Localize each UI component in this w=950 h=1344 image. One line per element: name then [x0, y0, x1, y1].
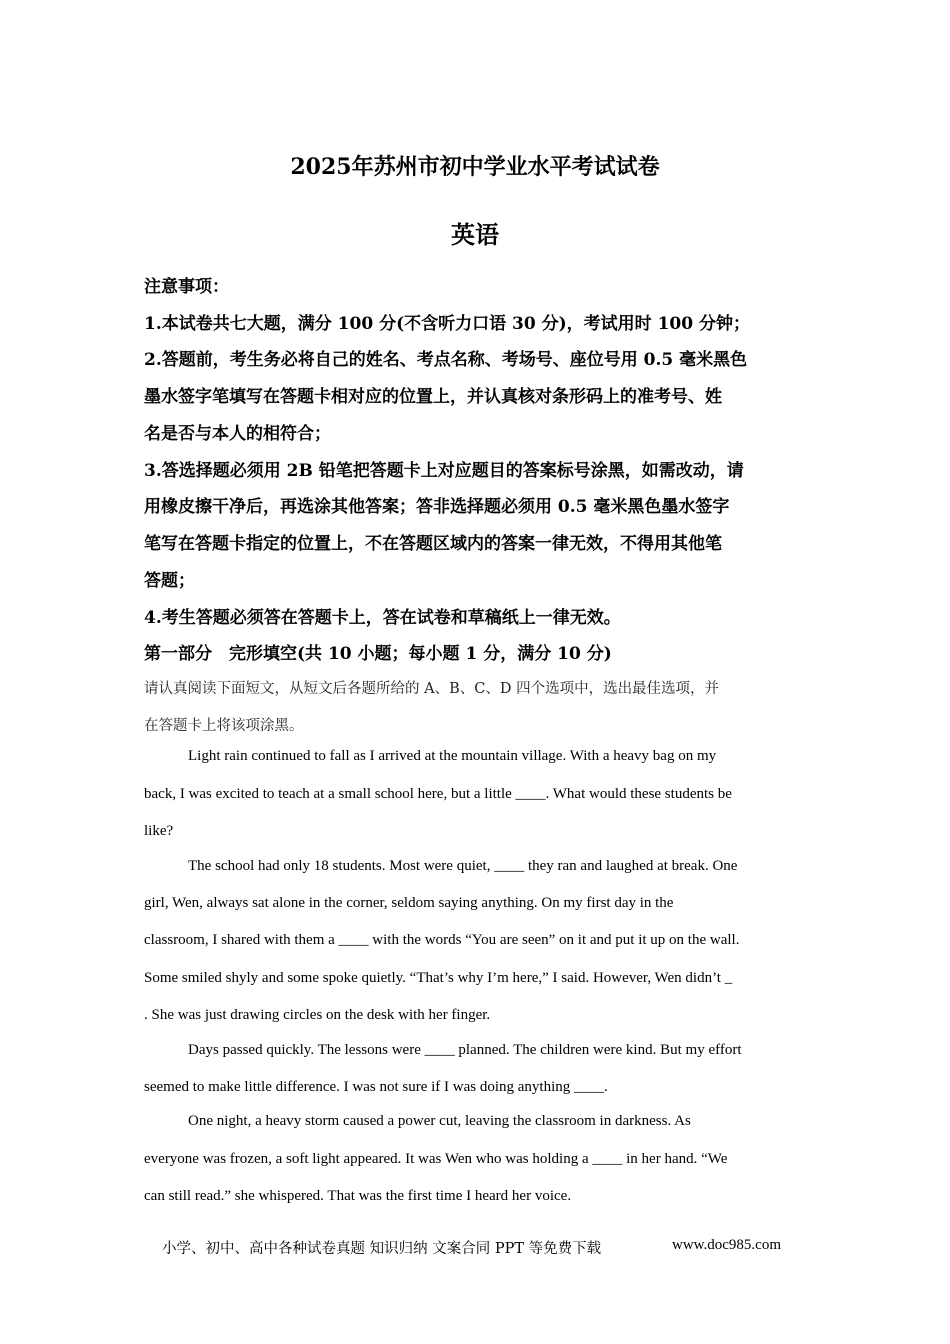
passage-line: Days passed quickly. The lessons were ____ planned. The children were kind. But my effort	[188, 1042, 742, 1058]
notice-line: 答题；	[144, 571, 195, 591]
passage-line: like?	[144, 823, 174, 839]
notice-line: 4.考生答题必须答在答题卡上，答在试卷和草稿纸上一律无效。	[144, 608, 621, 628]
notice-heading: 注意事项：	[144, 277, 229, 297]
part-one-heading: 第一部分 完形填空(共 10 小题；每小题 1 分，满分 10 分)	[144, 644, 612, 664]
notice-line: 用橡皮擦干净后，再选涂其他答案；答非选择题必须用 0.5 毫米黑色墨水签字	[144, 497, 730, 517]
passage-line: seemed to make little difference. I was not sure if I was doing anything ____.	[144, 1079, 608, 1095]
notice-line: 墨水签字笔填写在答题卡相对应的位置上，并认真核对条形码上的准考号、姓	[144, 387, 722, 407]
passage-line: . She was just drawing circles on the desk with her finger.	[144, 1007, 491, 1023]
passage-line: back, I was excited to teach at a small school here, but a little ____. What would these students be	[144, 786, 732, 802]
passage-line: The school had only 18 students. Most were quiet, ____ they ran and laughed at break. One	[188, 858, 738, 874]
passage-line: classroom, I shared with them a ____ with the words “You are seen” on it and put it up on the wall.	[144, 932, 740, 948]
passage-line: Some smiled shyly and some spoke quietly. “That’s why I’m here,” I said. However, Wen didn’t _	[144, 970, 733, 986]
exam-title: 2025年苏州市初中学业水平考试试卷	[290, 154, 660, 180]
subject-title: 英语	[451, 220, 499, 249]
passage-line: Light rain continued to fall as I arrived at the mountain village. With a heavy bag on my	[188, 748, 717, 764]
notice-line: 2.答题前，考生务必将自己的姓名、考点名称、考场号、座位号用 0.5 毫米黑色	[144, 350, 748, 370]
footer-text: 小学、初中、高中各种试卷真题 知识归纳 文案合同 PPT 等免费下载	[162, 1241, 602, 1257]
notice-line: 笔写在答题卡指定的位置上，不在答题区域内的答案一律无效，不得用其他笔	[144, 534, 722, 554]
passage-line: can still read.” she whispered. That was the first time I heard her voice.	[144, 1188, 572, 1204]
passage-line: girl, Wen, always sat alone in the corner, seldom saying anything. On my first day in the	[144, 895, 674, 911]
footer-url[interactable]: www.doc985.com	[672, 1237, 782, 1253]
notice-line: 3.答选择题必须用 2B 铅笔把答题卡上对应题目的答案标号涂黑，如需改动，请	[144, 461, 744, 481]
notice-line: 名是否与本人的相符合；	[144, 424, 331, 444]
notice-line: 1.本试卷共七大题，满分 100 分(不含听力口语 30 分)，考试用时 100 分钟；	[144, 314, 750, 334]
part-one-instruction: 请认真阅读下面短文，从短文后各题所给的 A、B、C、D 四个选项中，选出最佳选项，并	[144, 681, 720, 697]
passage-line: One night, a heavy storm caused a power cut, leaving the classroom in darkness. As	[188, 1113, 691, 1129]
part-one-instruction: 在答题卡上将该项涂黑。	[144, 718, 304, 734]
passage-line: everyone was frozen, a soft light appeared. It was Wen who was holding a ____ in her hand. “We	[144, 1151, 728, 1167]
